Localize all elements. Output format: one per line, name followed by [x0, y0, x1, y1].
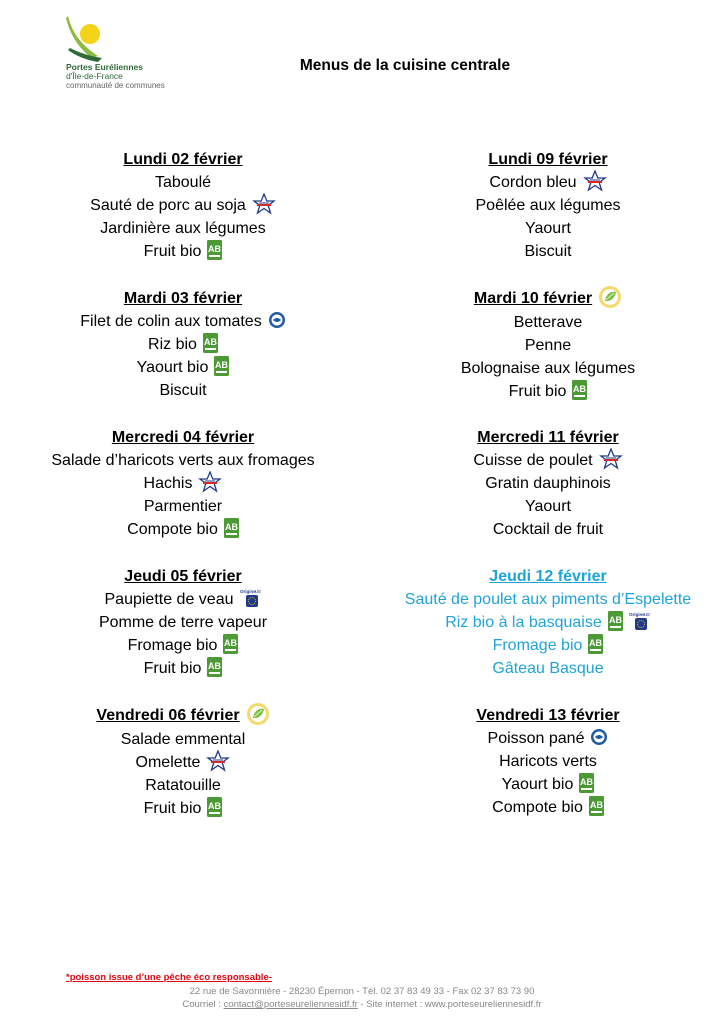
menu-item [368, 495, 724, 518]
menu-item-text: Jardinière aux légumes [100, 220, 266, 237]
ab-bio-icon [214, 356, 229, 376]
menu-item-text: Fruit bio [143, 660, 202, 677]
day-title [3, 287, 363, 310]
menu-item [3, 518, 363, 541]
day-menu [368, 704, 724, 843]
email-link[interactable]: contact@porteseureliennesidf.fr [223, 999, 358, 1010]
menu-item [368, 727, 724, 750]
menu-item-text: Gratin dauphinois [485, 475, 611, 492]
day-title-text: Mercredi 04 février [111, 429, 255, 446]
menu-item-text: Poêlée aux légumes [475, 197, 621, 214]
menu-item [3, 797, 363, 820]
svg-text:AB: AB [215, 359, 229, 370]
menu-item [368, 472, 724, 495]
day-title [368, 704, 724, 727]
menu-item [3, 194, 363, 217]
svg-text:UE: UE [254, 588, 261, 594]
menu-item [3, 379, 363, 402]
day-title-text: Jeudi 05 février [124, 568, 242, 585]
menu-item-text: Fromage bio [127, 637, 218, 654]
day-menu [3, 426, 363, 565]
menu-item-text: Fruit bio [143, 243, 202, 260]
menu-item-text: Fromage bio [492, 637, 583, 654]
menu-item [3, 217, 363, 240]
day-title [368, 565, 724, 588]
menu-item-text: Penne [524, 337, 572, 354]
menu-item [3, 449, 363, 472]
menu-item [368, 796, 724, 819]
menu-item-text: Salade emmental [120, 731, 246, 748]
ab-bio-icon [588, 634, 603, 654]
svg-text:AB: AB [608, 614, 622, 625]
day-title [368, 148, 724, 171]
ab-bio-icon [207, 657, 222, 677]
menu-item [3, 588, 363, 611]
page-title: Menus de la cuisine centrale [299, 57, 511, 74]
menu-item [368, 217, 724, 240]
menu-item [368, 657, 724, 680]
menu-item [3, 472, 363, 495]
menu-item [368, 311, 724, 334]
menu-column-week-2 [368, 148, 724, 843]
menu-item-text: Compote bio [127, 521, 218, 538]
peche-durable-icon [268, 311, 286, 329]
day-title-text: Mardi 03 février [123, 290, 243, 307]
logo-line-3: communauté de communes [66, 81, 165, 90]
day-title [3, 426, 363, 449]
origine-ue-icon [240, 588, 262, 608]
ab-bio-icon [579, 773, 594, 793]
day-title [3, 704, 363, 728]
menu-item [3, 728, 363, 751]
viandes-de-france-icon [599, 448, 623, 470]
svg-text:AB: AB [573, 383, 587, 394]
menu-item-text: Gâteau Basque [492, 660, 604, 677]
svg-text:AB: AB [208, 243, 222, 254]
day-title-text: Vendredi 06 février [96, 707, 240, 725]
menu-item-text: Paupiette de veau [104, 591, 234, 608]
menu-item-text: Bolognaise aux légumes [460, 360, 636, 377]
day-menu [3, 287, 363, 426]
menu-item [368, 750, 724, 773]
menu-item-text: Betterave [513, 314, 583, 331]
ab-bio-icon [572, 380, 587, 400]
menu-item [3, 333, 363, 356]
menu-item-text: Sauté de poulet aux piments d’Espelette [404, 591, 692, 608]
ab-bio-icon [203, 333, 218, 353]
day-title-text: Mercredi 11 février [477, 429, 619, 446]
day-menu [368, 148, 724, 287]
day-title-text: Lundi 09 février [488, 151, 608, 168]
menu-item [368, 334, 724, 357]
svg-text:AB: AB [208, 660, 222, 671]
menu-item [3, 611, 363, 634]
site-label: - Site internet : [357, 999, 425, 1010]
menu-item-text: Filet de colin aux tomates [80, 313, 262, 330]
svg-text:Origine: Origine [239, 588, 256, 594]
menu-item [368, 611, 724, 634]
menu-item-text: Sauté de porc au soja [90, 197, 246, 214]
peche-durable-icon [590, 728, 608, 746]
menu-item [3, 171, 363, 194]
menu-item-text: Ratatouille [145, 777, 221, 794]
contact-label: Courriel : [182, 999, 224, 1010]
ab-bio-icon [224, 518, 239, 538]
menu-item-text: Compote bio [492, 799, 583, 816]
day-title [3, 565, 363, 588]
menu-item-text: Yaourt bio [501, 776, 574, 793]
day-title-text: Vendredi 13 février [476, 707, 620, 724]
menu-item-text: Haricots verts [499, 753, 597, 770]
viandes-de-france-icon [206, 750, 230, 772]
day-title [368, 287, 724, 311]
svg-text:AB: AB [580, 776, 594, 787]
menu-item-text: Fruit bio [508, 383, 567, 400]
menu-item-text: Biscuit [159, 382, 207, 399]
menu-item [368, 634, 724, 657]
svg-text:AB: AB [224, 637, 238, 648]
vegetarien-icon [246, 702, 270, 726]
menu-item [368, 380, 724, 403]
menu-item-text: Hachis [143, 475, 193, 492]
menu-item-text: Riz bio [148, 336, 197, 353]
ab-bio-icon [608, 611, 623, 631]
menu-item-text: Parmentier [143, 498, 223, 515]
menu-item-text: Yaourt [525, 220, 571, 237]
viandes-de-france-icon [198, 471, 222, 493]
day-title-text: Jeudi 12 février [489, 568, 607, 585]
menu-item [3, 657, 363, 680]
menu-item [368, 449, 724, 472]
menu-item [368, 518, 724, 541]
address: 22 rue de Savonnière - 28230 Épernon - Tél. 02 37 83 49 33 - Fax 02 37 83 73 90 [189, 986, 535, 997]
menu-item-text: Salade d’haricots verts aux fromages [51, 452, 315, 469]
menu-item-text: Cordon bleu [489, 174, 577, 191]
menu-item [368, 588, 724, 611]
day-menu [3, 565, 363, 704]
logo-text [66, 63, 165, 90]
menu-item [3, 310, 363, 333]
day-menu [368, 287, 724, 426]
logo-line-2: d'Île-de-France [66, 71, 123, 81]
svg-text:AB: AB [224, 521, 238, 532]
ab-bio-icon [589, 796, 604, 816]
ab-bio-icon [207, 797, 222, 817]
logo-line-1: Portes Euréliennes [66, 62, 144, 72]
menu-item [3, 751, 363, 774]
website-link[interactable]: www.porteseureliennesidf.fr [424, 999, 542, 1010]
menu-item [3, 240, 363, 263]
menu-item [368, 240, 724, 263]
menu-item [3, 356, 363, 379]
menu-item [3, 495, 363, 518]
menu-item-text: Fruit bio [143, 800, 202, 817]
day-title [368, 426, 724, 449]
menu-item [3, 634, 363, 657]
menu-item [368, 171, 724, 194]
svg-text:AB: AB [589, 799, 603, 810]
menu-item-text: Taboulé [154, 174, 212, 191]
menu-item [368, 773, 724, 796]
svg-text:AB: AB [589, 637, 603, 648]
menu-item-text: Biscuit [524, 243, 572, 260]
footnote: *poisson issue d’une pêche éco responsable- [66, 972, 272, 983]
ab-bio-icon [207, 240, 222, 260]
menu-item-text: Cocktail de fruit [492, 521, 604, 538]
svg-text:UE: UE [643, 611, 651, 617]
day-menu [3, 704, 363, 843]
menu-item-text: Yaourt bio [136, 359, 209, 376]
day-menu [3, 148, 363, 287]
menu-column-week-1 [3, 148, 363, 843]
menu-item-text: Pomme de terre vapeur [98, 614, 268, 631]
day-menu [368, 426, 724, 565]
svg-text:AB: AB [208, 800, 222, 811]
vegetarien-icon [598, 285, 622, 309]
day-menu [368, 565, 724, 704]
viandes-de-france-icon [583, 170, 607, 192]
menu-item-text: Yaourt [525, 498, 571, 515]
origine-ue-icon [629, 611, 651, 631]
viandes-de-france-icon [252, 193, 276, 215]
menu-item [3, 774, 363, 797]
menu-item [368, 194, 724, 217]
svg-text:Origine: Origine [628, 611, 645, 617]
menu-item-text: Cuisse de poulet [473, 452, 593, 469]
menu-item-text: Omelette [135, 754, 201, 771]
day-title-text: Lundi 02 février [123, 151, 243, 168]
ab-bio-icon [223, 634, 238, 654]
svg-text:AB: AB [203, 336, 217, 347]
menu-item-text: Riz bio à la basquaise [445, 614, 602, 631]
day-title [3, 148, 363, 171]
contact-line [0, 998, 724, 1011]
day-title-text: Mardi 10 février [473, 290, 593, 308]
menu-item-text: Poisson pané [487, 730, 585, 747]
menu-item [368, 357, 724, 380]
